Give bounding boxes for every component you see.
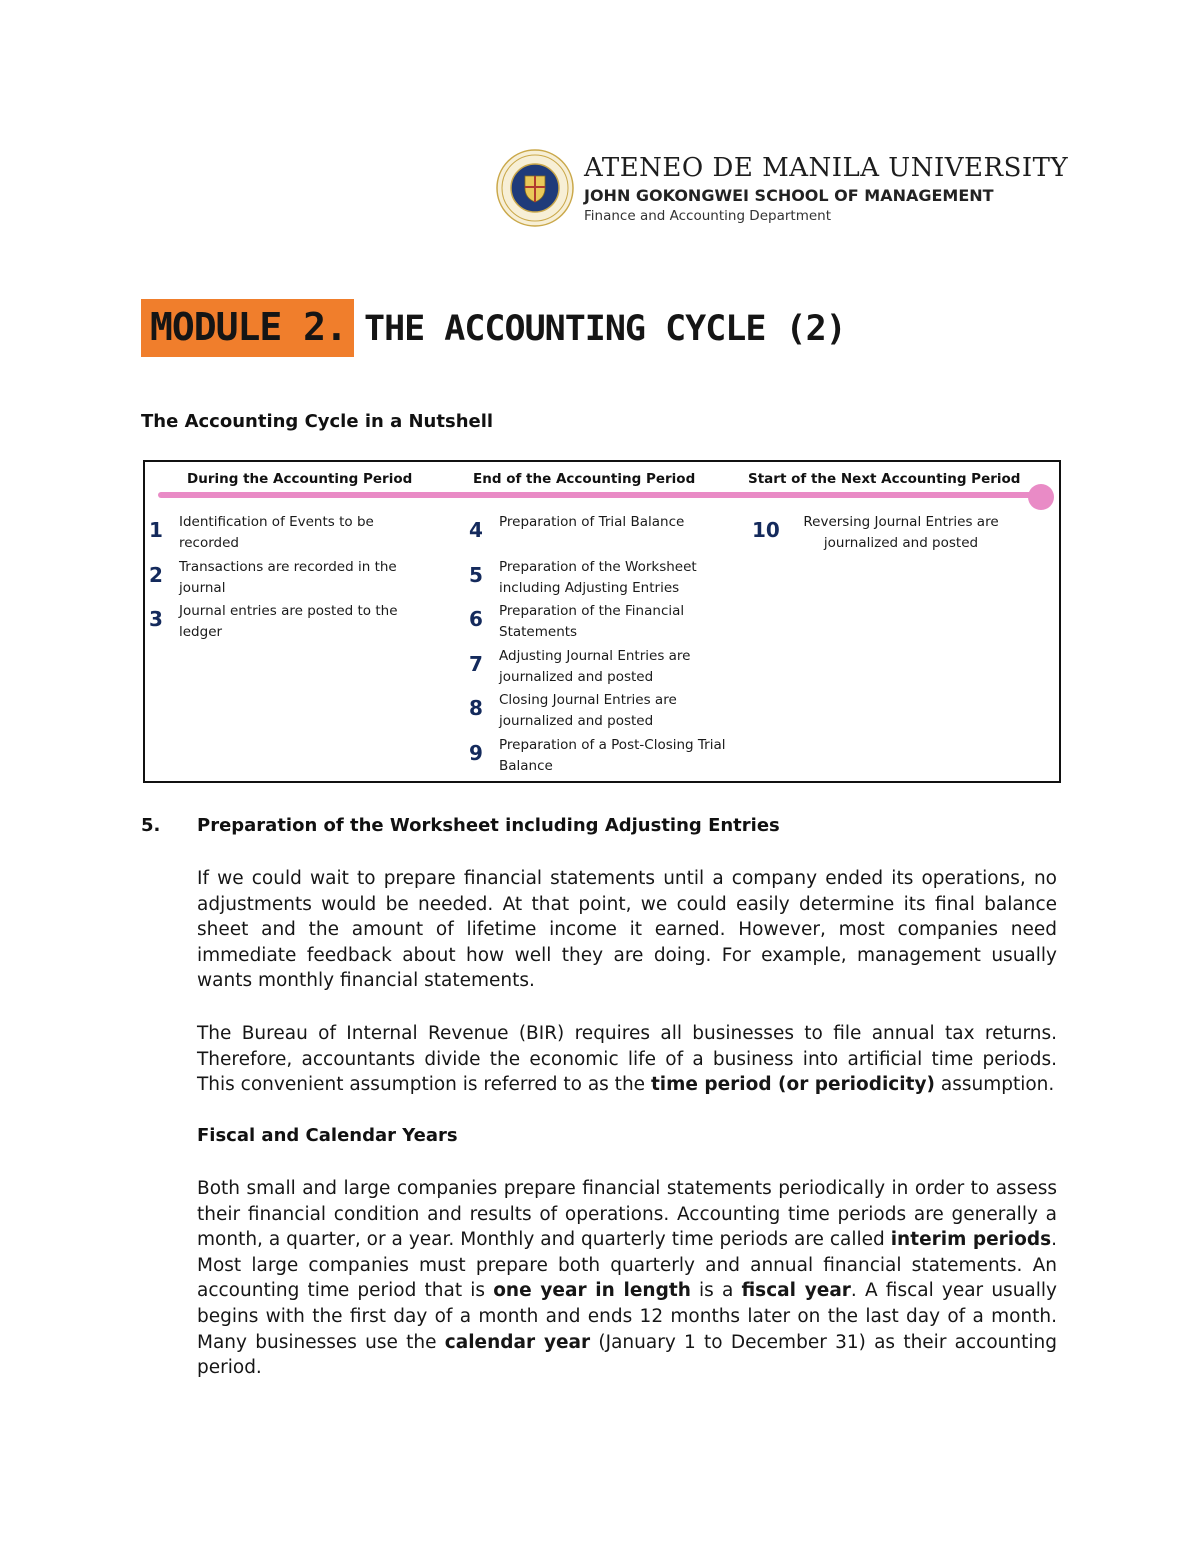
step-text: Preparation of a Post-Closing Trial Balance — [499, 737, 726, 774]
step-text: Adjusting Journal Entries are journalized and posted — [499, 648, 691, 685]
step-text: Preparation of the Financial Statements — [499, 603, 685, 640]
module-title: THE ACCOUNTING CYCLE (2) — [364, 309, 846, 349]
step-number: 7 — [469, 652, 483, 676]
step-number: 9 — [469, 741, 483, 765]
timeline-end-dot — [1028, 484, 1054, 510]
phase-end: End of the Accounting Period — [473, 471, 696, 487]
paragraph-time-period: The Bureau of Internal Revenue (BIR) requires all businesses to file annual tax returns. Therefore, accountants divide the economic life of a business into artificial time periods. This convenient assumption is referred to as the time period (or periodicity) assumption. — [197, 1023, 1057, 1096]
step-text: Journal entries are posted to the ledger — [179, 603, 398, 640]
step-number: 8 — [469, 696, 483, 720]
phase-start-next: Start of the Next Accounting Period — [748, 471, 1021, 487]
university-name: ATENEO DE MANILA UNIVERSITY — [584, 153, 1069, 183]
department-name: Finance and Accounting Department — [584, 208, 831, 224]
step-number: 2 — [149, 563, 163, 587]
step-number: 1 — [149, 518, 163, 542]
section-heading: The Accounting Cycle in a Nutshell — [141, 411, 494, 432]
step-number: 4 — [469, 518, 483, 542]
paragraph-adjustments: If we could wait to prepare financial statements until a company ended its operations, no adjustments would be needed. At that point, we could easily determine its final balance sheet and the amount of lifetime income it earned. However, most companies need immediate feedback about how well they are doing. For example, management usually wants monthly financial statements. — [197, 868, 1057, 992]
step-text: Transactions are recorded in the journal — [179, 559, 397, 596]
school-name: JOHN GOKONGWEI SCHOOL OF MANAGEMENT — [584, 186, 994, 205]
step-number: 10 — [752, 518, 780, 542]
step-text: Closing Journal Entries are journalized and posted — [499, 692, 677, 729]
step-number: 6 — [469, 607, 483, 631]
module-label: MODULE 2. — [150, 305, 347, 349]
step-number: 5 — [469, 563, 483, 587]
university-seal — [496, 149, 574, 227]
timeline-bar — [158, 492, 1042, 498]
phase-during: During the Accounting Period — [187, 471, 413, 487]
step-text: Identification of Events to be recorded — [179, 514, 374, 551]
step-text: Preparation of Trial Balance — [499, 514, 685, 530]
paragraph-fiscal-years: Both small and large companies prepare financial statements periodically in order to assess their financial condition and results of operations. Accounting time periods are generally a month, a quarter, or a year. Monthly and quarterly time periods are called interim periods. Most large companies must prepare both quarterly and annual financial statements. An accounting time period that is one year in length is a fiscal year. A fiscal year usually begins with the first day of a month and ends 12 months later on the last day of a month. Many businesses use the calendar year (January 1 to December 31) as their accounting period. — [197, 1178, 1057, 1379]
list-number: 5. — [141, 815, 161, 836]
step-text: Reversing Journal Entries are journalized and posted — [803, 514, 999, 551]
item-heading: Preparation of the Worksheet including Adjusting Entries — [197, 815, 780, 836]
step-number: 3 — [149, 607, 163, 631]
subheading-fiscal-calendar: Fiscal and Calendar Years — [197, 1125, 458, 1146]
step-text: Preparation of the Worksheet including Adjusting Entries — [499, 559, 697, 596]
